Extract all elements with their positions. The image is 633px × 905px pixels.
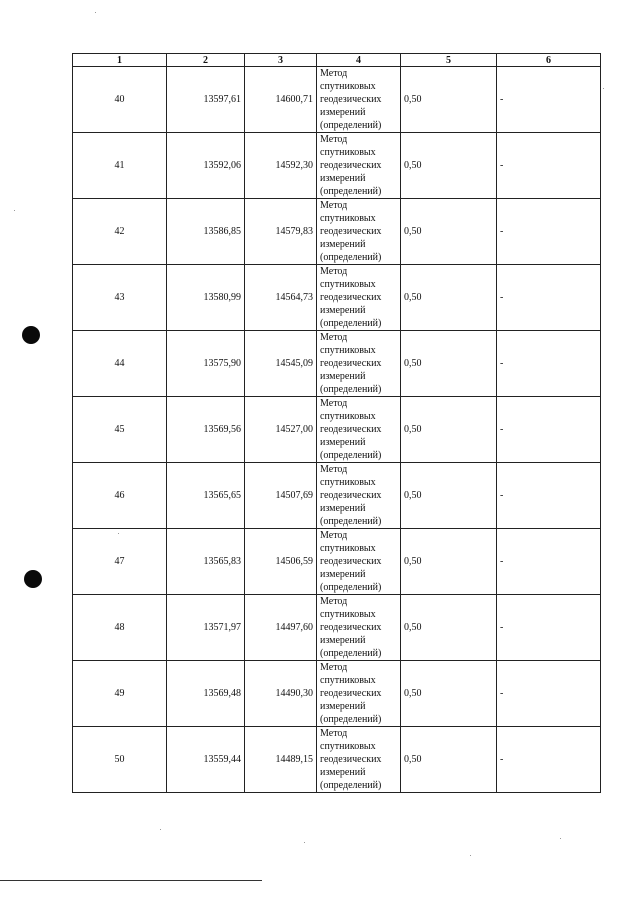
coord-x: 13586,85 xyxy=(167,199,245,265)
method-line: спутниковых xyxy=(320,213,376,224)
method-line: (определений) xyxy=(320,120,382,131)
coord-y: 14600,71 xyxy=(245,67,317,133)
table-row xyxy=(73,529,601,595)
method-line: измерений xyxy=(320,371,366,382)
method-line: измерений xyxy=(320,305,366,316)
accuracy-value: 0,50 xyxy=(401,595,497,661)
method-line: спутниковых xyxy=(320,477,376,488)
table-row xyxy=(73,397,601,463)
accuracy-value: 0,50 xyxy=(401,463,497,529)
table-row xyxy=(73,199,601,265)
note-value: - xyxy=(497,331,601,397)
method-cell xyxy=(317,397,401,463)
method-line: (определений) xyxy=(320,516,382,527)
method-line: геодезических xyxy=(320,94,382,105)
header-col-6: 6 xyxy=(497,54,601,67)
accuracy-value: 0,50 xyxy=(401,397,497,463)
method-line: (определений) xyxy=(320,714,382,725)
method-cell xyxy=(317,331,401,397)
point-number: 42 xyxy=(73,199,167,265)
method-line: Метод xyxy=(320,332,348,343)
method-line: (определений) xyxy=(320,582,382,593)
method-line: (определений) xyxy=(320,780,382,791)
method-cell xyxy=(317,529,401,595)
method-line: спутниковых xyxy=(320,741,376,752)
point-number: 43 xyxy=(73,265,167,331)
point-number: 48 xyxy=(73,595,167,661)
accuracy-value: 0,50 xyxy=(401,265,497,331)
method-cell xyxy=(317,199,401,265)
method-line: Метод xyxy=(320,596,348,607)
method-line: спутниковых xyxy=(320,345,376,356)
coord-x: 13571,97 xyxy=(167,595,245,661)
coord-x: 13559,44 xyxy=(167,727,245,793)
point-number: 49 xyxy=(73,661,167,727)
method-line: геодезических xyxy=(320,754,382,765)
point-number: 40 xyxy=(73,67,167,133)
coord-y: 14579,83 xyxy=(245,199,317,265)
method-line: геодезических xyxy=(320,556,382,567)
coord-y: 14497,60 xyxy=(245,595,317,661)
method-cell xyxy=(317,67,401,133)
method-line: спутниковых xyxy=(320,147,376,158)
punch-hole-bottom xyxy=(24,570,42,588)
table-row xyxy=(73,727,601,793)
accuracy-value: 0,50 xyxy=(401,133,497,199)
method-line: Метод xyxy=(320,134,348,145)
method-line: спутниковых xyxy=(320,675,376,686)
method-line: геодезических xyxy=(320,424,382,435)
method-line: спутниковых xyxy=(320,81,376,92)
note-value: - xyxy=(497,661,601,727)
note-value: - xyxy=(497,727,601,793)
method-line: измерений xyxy=(320,173,366,184)
table-row xyxy=(73,595,601,661)
method-line: измерений xyxy=(320,503,366,514)
method-line: геодезических xyxy=(320,160,382,171)
note-value: - xyxy=(497,133,601,199)
note-value: - xyxy=(497,265,601,331)
footer-rule xyxy=(0,880,262,881)
method-line: (определений) xyxy=(320,648,382,659)
scan-speck xyxy=(470,855,471,856)
coord-x: 13565,65 xyxy=(167,463,245,529)
coord-y: 14489,15 xyxy=(245,727,317,793)
coord-x: 13592,06 xyxy=(167,133,245,199)
header-col-4: 4 xyxy=(317,54,401,67)
method-line: измерений xyxy=(320,239,366,250)
coord-y: 14490,30 xyxy=(245,661,317,727)
coordinates-table xyxy=(72,53,601,793)
header-col-2: 2 xyxy=(167,54,245,67)
scan-speck xyxy=(304,842,305,843)
method-line: (определений) xyxy=(320,384,382,395)
coord-y: 14564,73 xyxy=(245,265,317,331)
scan-speck xyxy=(603,88,604,89)
method-line: Метод xyxy=(320,68,348,79)
method-cell xyxy=(317,463,401,529)
header-row xyxy=(73,54,601,67)
point-number: 44 xyxy=(73,331,167,397)
method-line: измерений xyxy=(320,437,366,448)
table-row xyxy=(73,67,601,133)
method-line: геодезических xyxy=(320,358,382,369)
header-col-3: 3 xyxy=(245,54,317,67)
note-value: - xyxy=(497,199,601,265)
coord-y: 14592,30 xyxy=(245,133,317,199)
point-number: 50 xyxy=(73,727,167,793)
table-header xyxy=(73,54,601,67)
table-row xyxy=(73,133,601,199)
method-line: Метод xyxy=(320,662,348,673)
method-line: (определений) xyxy=(320,318,382,329)
method-line: спутниковых xyxy=(320,543,376,554)
point-number: 47 xyxy=(73,529,167,595)
method-cell xyxy=(317,265,401,331)
table-row xyxy=(73,463,601,529)
header-col-1: 1 xyxy=(73,54,167,67)
accuracy-value: 0,50 xyxy=(401,67,497,133)
method-line: Метод xyxy=(320,530,348,541)
method-line: измерений xyxy=(320,701,366,712)
method-line: геодезических xyxy=(320,292,382,303)
method-line: Метод xyxy=(320,728,348,739)
scan-speck xyxy=(14,210,15,211)
method-line: геодезических xyxy=(320,622,382,633)
scan-speck xyxy=(160,829,161,830)
table-row xyxy=(73,331,601,397)
method-line: Метод xyxy=(320,464,348,475)
coord-x: 13575,90 xyxy=(167,331,245,397)
coord-x: 13569,56 xyxy=(167,397,245,463)
point-number: 41 xyxy=(73,133,167,199)
accuracy-value: 0,50 xyxy=(401,727,497,793)
method-line: измерений xyxy=(320,569,366,580)
method-line: спутниковых xyxy=(320,279,376,290)
coord-y: 14507,69 xyxy=(245,463,317,529)
note-value: - xyxy=(497,595,601,661)
scan-speck xyxy=(95,12,96,13)
table-row xyxy=(73,265,601,331)
method-cell xyxy=(317,133,401,199)
method-line: Метод xyxy=(320,398,348,409)
method-cell xyxy=(317,727,401,793)
method-cell xyxy=(317,661,401,727)
point-number: 46 xyxy=(73,463,167,529)
coord-x: 13597,61 xyxy=(167,67,245,133)
note-value: - xyxy=(497,463,601,529)
method-cell xyxy=(317,595,401,661)
method-line: измерений xyxy=(320,767,366,778)
coord-x: 13580,99 xyxy=(167,265,245,331)
coord-x: 13565,83 xyxy=(167,529,245,595)
coord-y: 14506,59 xyxy=(245,529,317,595)
scan-speck xyxy=(560,838,561,839)
punch-hole-top xyxy=(22,326,40,344)
accuracy-value: 0,50 xyxy=(401,199,497,265)
accuracy-value: 0,50 xyxy=(401,661,497,727)
coord-y: 14527,00 xyxy=(245,397,317,463)
method-line: (определений) xyxy=(320,252,382,263)
note-value: - xyxy=(497,397,601,463)
accuracy-value: 0,50 xyxy=(401,529,497,595)
scan-speck xyxy=(118,533,119,534)
method-line: Метод xyxy=(320,200,348,211)
header-col-5: 5 xyxy=(401,54,497,67)
method-line: спутниковых xyxy=(320,609,376,620)
accuracy-value: 0,50 xyxy=(401,331,497,397)
method-line: измерений xyxy=(320,635,366,646)
note-value: - xyxy=(497,529,601,595)
method-line: (определений) xyxy=(320,186,382,197)
method-line: геодезических xyxy=(320,226,382,237)
method-line: (определений) xyxy=(320,450,382,461)
coord-x: 13569,48 xyxy=(167,661,245,727)
table-row xyxy=(73,661,601,727)
coord-y: 14545,09 xyxy=(245,331,317,397)
method-line: геодезических xyxy=(320,688,382,699)
method-line: спутниковых xyxy=(320,411,376,422)
method-line: Метод xyxy=(320,266,348,277)
method-line: измерений xyxy=(320,107,366,118)
point-number: 45 xyxy=(73,397,167,463)
note-value: - xyxy=(497,67,601,133)
table-body xyxy=(73,67,601,793)
method-line: геодезических xyxy=(320,490,382,501)
